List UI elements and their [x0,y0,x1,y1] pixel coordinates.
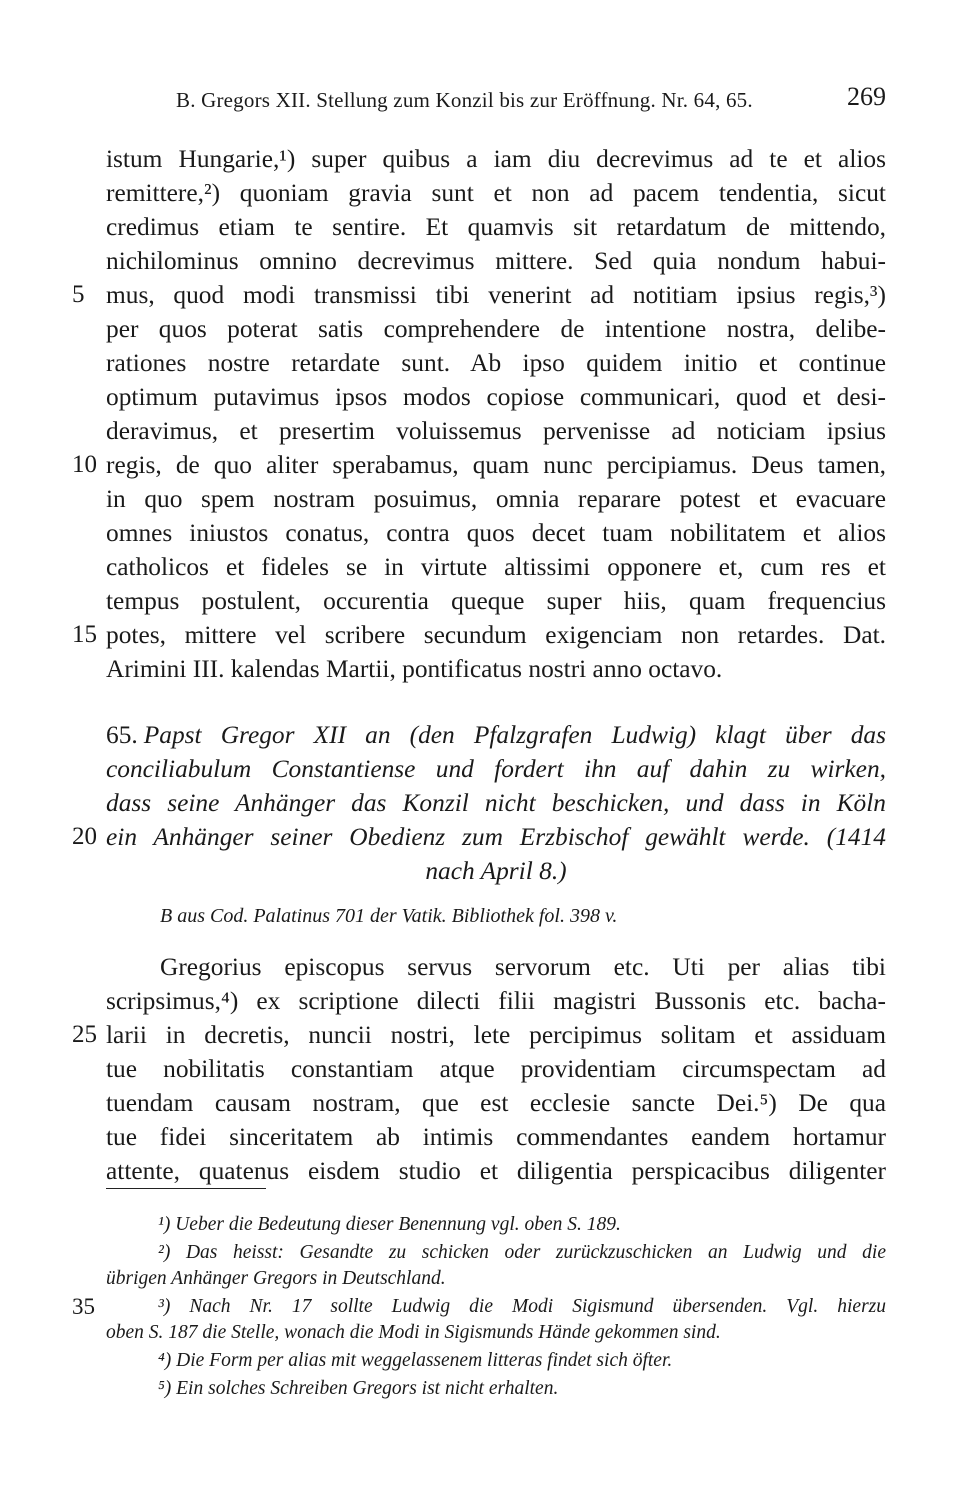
body-line: tue nobilitatis constantiam atque providentiam circumspectam ad [106,1055,886,1083]
line-number: 25 [72,1021,97,1048]
heading-text: Papst Gregor XII an (den Pfalzgrafen Ludwig) klagt über das [143,721,886,749]
body-line: mus, quod modi transmissi tibi venerint ad notitiam ipsius regis,³) [106,281,886,309]
footnote-5: ⁵) Ein solches Schreiben Gregors ist nicht erhalten. [158,1378,559,1399]
running-head: B. Gregors XII. Stellung zum Konzil bis zur Eröffnung. Nr. 64, 65. [176,88,753,112]
footnote-rule [106,1188,266,1189]
line-number: 35 [72,1294,95,1319]
body-line: regis, de quo aliter sperabamus, quam nunc percipiamus. Deus tamen, [106,451,886,479]
footnote-3-cont: oben S. 187 die Stelle, wonach die Modi in Sigismunds Hände gekommen sind. [106,1322,721,1343]
page-number: 269 [847,82,886,111]
body-line: tuendam causam nostram, que est ecclesie sancte Dei.⁵) De qua [106,1089,886,1117]
body-line: per quos poterat satis comprehendere de intentione nostra, delibe- [106,315,886,343]
body-line: scripsimus,⁴) ex scriptione dilecti filii magistri Bussonis etc. bacha- [106,987,886,1015]
footnote-3: ³) Nach Nr. 17 sollte Ludwig die Modi Sigismund übersenden. Vgl. hierzu [158,1296,886,1317]
heading-line-1 [106,718,886,752]
line-number: 10 [72,451,97,478]
body-line: nichilominus omnino decrevimus mittere. Sed quia nondum habui- [106,247,886,275]
heading-line: dass seine Anhänger das Konzil nicht beschicken, und dass in Köln [106,789,886,817]
heading-line: conciliabulum Constantiense und fordert ihn auf dahin zu wirken, [106,755,886,783]
body-line: omnes iniustos conatus, contra quos decet tuam nobilitatem et alios [106,519,886,547]
body-line: optimum putavimus ipsos modos copiose communicari, quod et desi- [106,383,886,411]
body-line: larii in decretis, nuncii nostri, lete percipimus solitam et assiduam [106,1021,886,1049]
body-line: istum Hungarie,¹) super quibus a iam diu decrevimus ad te et alios [106,145,886,173]
footnote-1: ¹) Ueber die Bedeutung dieser Benennung vgl. oben S. 189. [158,1214,621,1235]
line-number: 15 [72,621,97,648]
footnote-2: ²) Das heisst: Gesandte zu schicken oder zurückzuschicken an Ludwig und die [158,1242,886,1263]
heading-line: ein Anhänger seiner Obedienz zum Erzbischof gewählt werde. (1414 [106,823,886,851]
body-line: rationes nostre retardate sunt. Ab ipso quidem initio et continue [106,349,886,377]
body-line: tempus postulent, occurentia queque super hiis, quam frequencius [106,587,886,615]
body-line: remittere,²) quoniam gravia sunt et non ad pacem tendentia, sicut [106,179,886,207]
body-line: potes, mittere vel scribere secundum exigenciam non retardes. Dat. [106,621,886,649]
body-line: attente, quatenus eisdem studio et diligentia perspicacibus diligenter [106,1157,886,1185]
page-header [106,82,886,118]
heading-line: nach April 8.) [425,857,567,885]
body-line: in quo spem nostram posuimus, omnia reparare potest et evacuare [106,485,886,513]
line-number: 20 [72,823,97,850]
source-note: B aus Cod. Palatinus 701 der Vatik. Bibliothek fol. 398 v. [160,905,618,927]
body-line: Arimini III. kalendas Martii, pontificatus nostri anno octavo. [106,655,723,683]
body-line: credimus etiam te sentire. Et quamvis sit retardatum de mittendo, [106,213,886,241]
line-number: 5 [72,281,85,308]
body-line: Gregorius episcopus servus servorum etc. Uti per alias tibi [160,953,886,981]
section-number: 65. [106,721,138,749]
footnote-2-cont: übrigen Anhänger Gregors in Deutschland. [106,1268,446,1289]
body-line: tue fidei sinceritatem ab intimis commendantes eandem hortamur [106,1123,886,1151]
body-line: deravimus, et presertim voluissemus pervenisse ad noticiam ipsius [106,417,886,445]
body-line: catholicos et fideles se in virtute altissimi opponere et, cum res et [106,553,886,581]
footnote-4: ⁴) Die Form per alias mit weggelassenem litteras findet sich öfter. [158,1350,673,1371]
